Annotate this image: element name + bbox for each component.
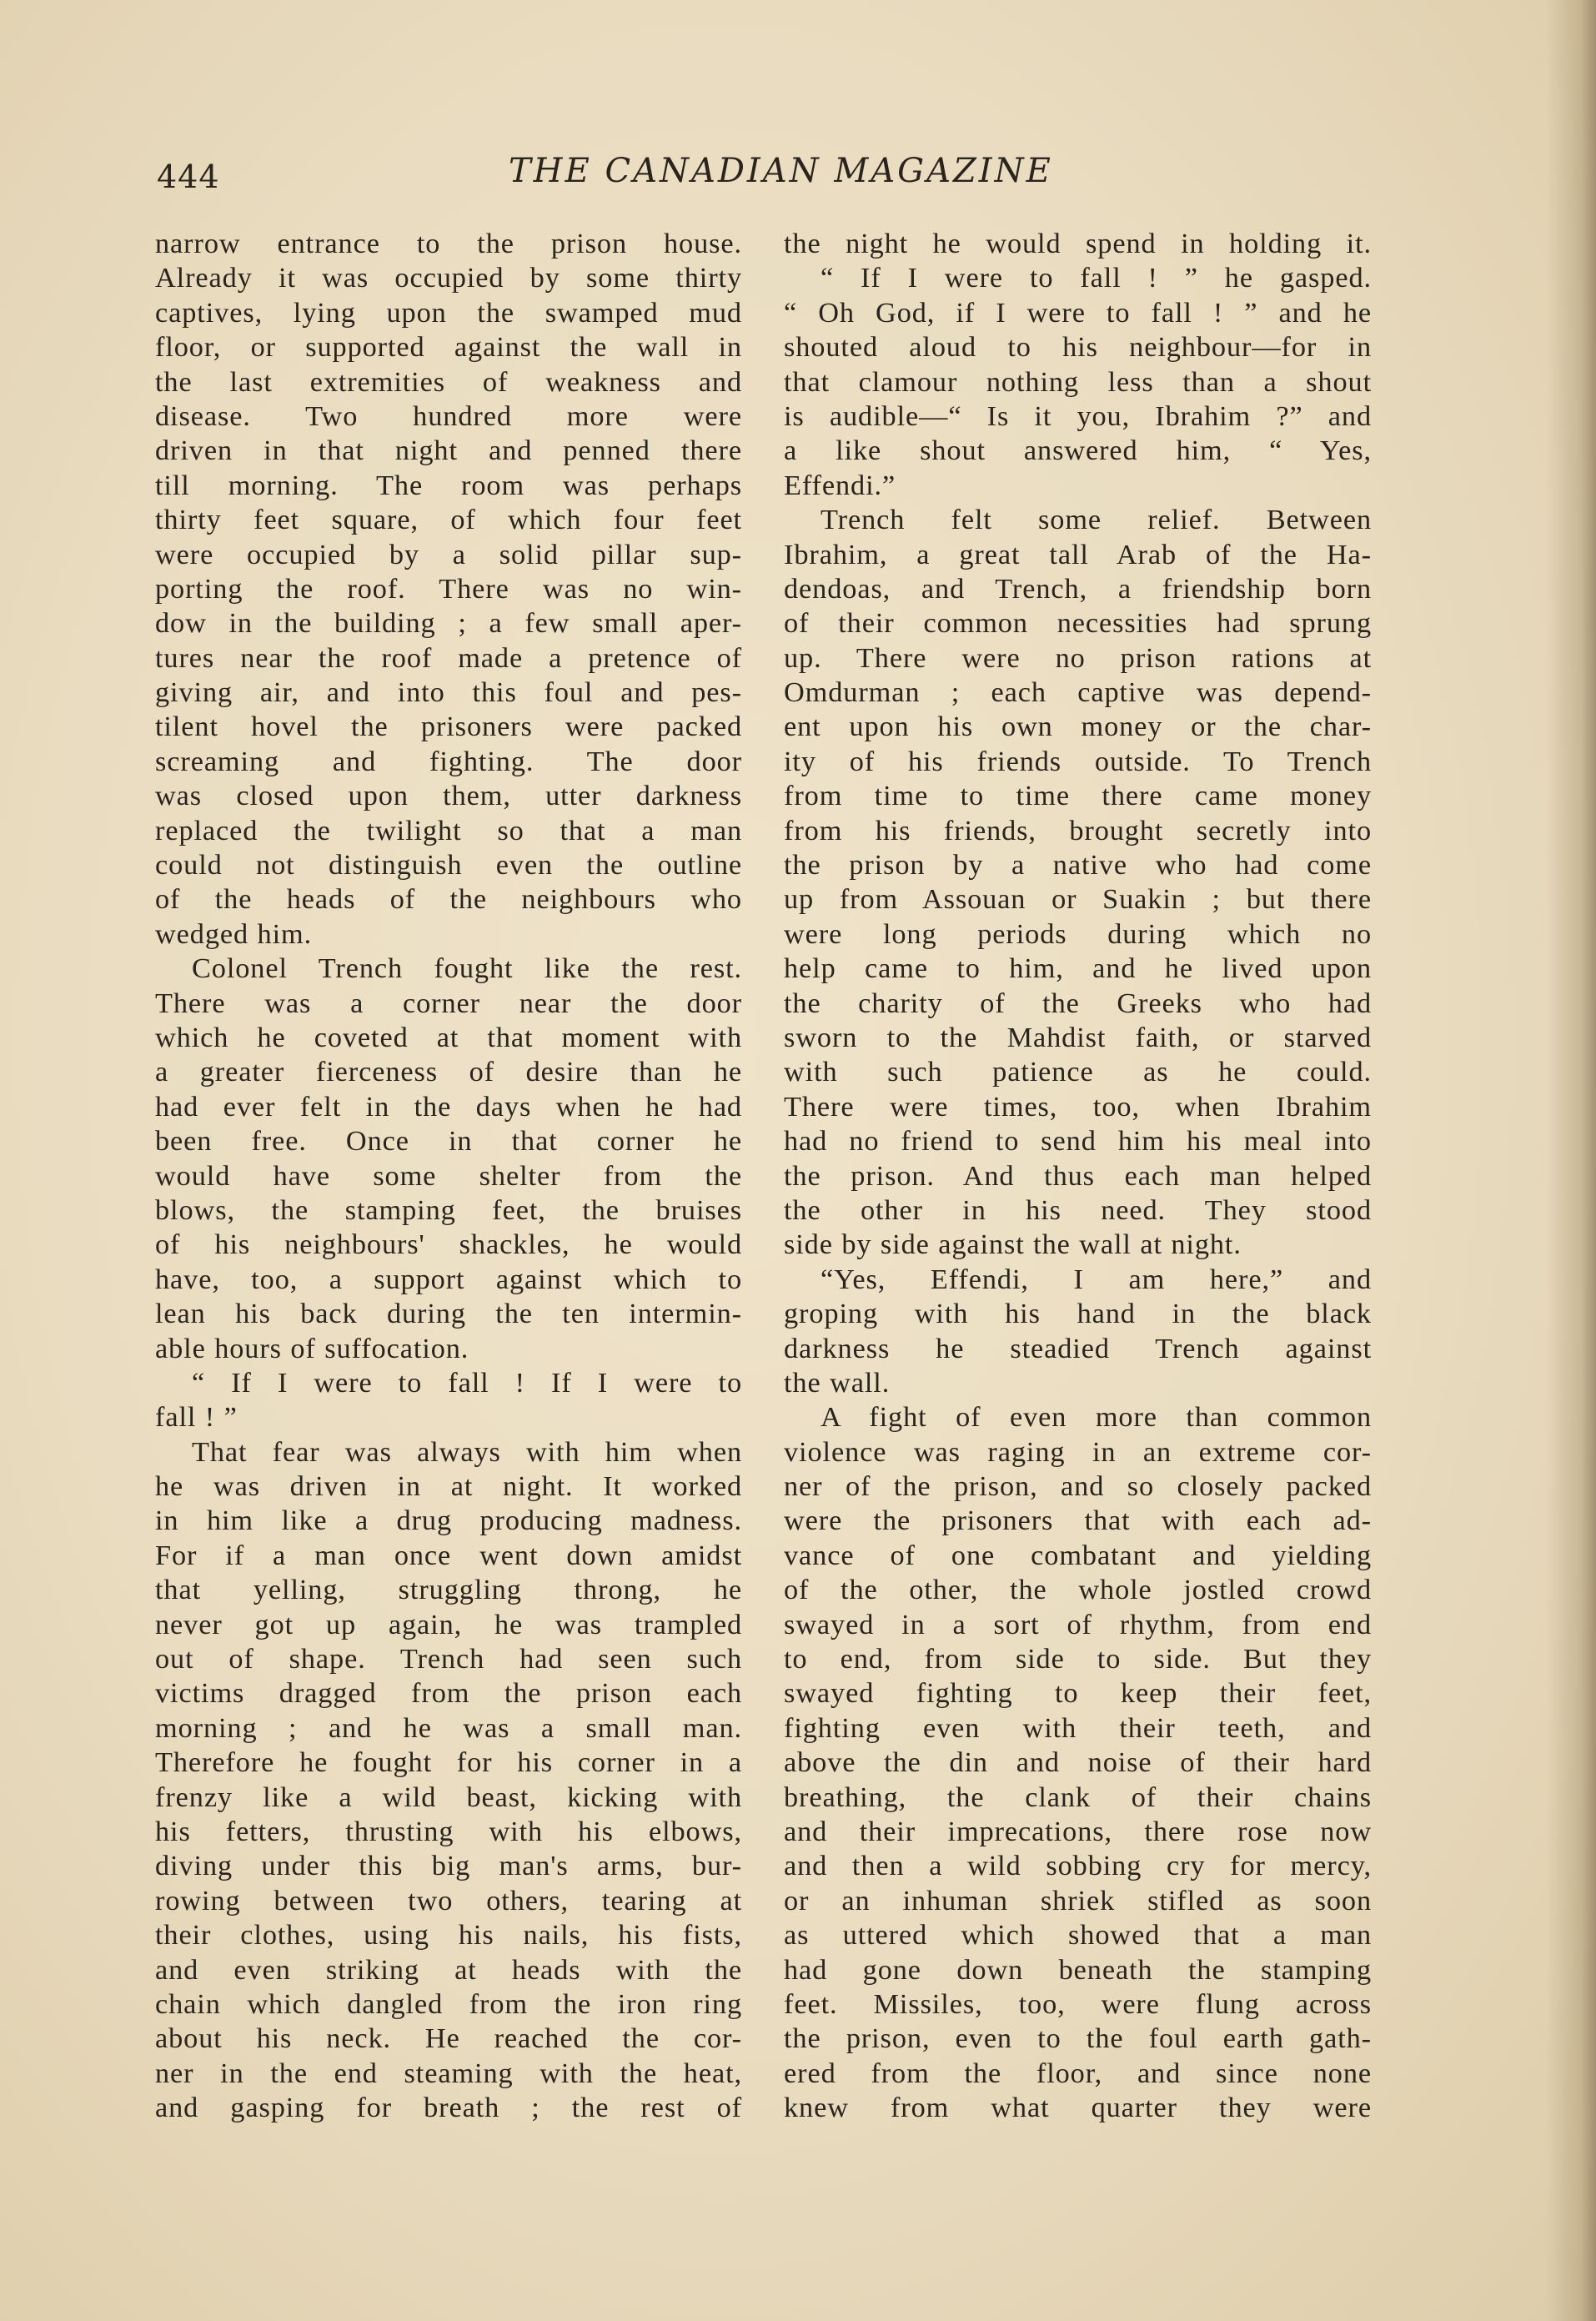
text-line: driven in that night and penned there <box>155 435 742 467</box>
text-line: fall ! ” <box>155 1401 238 1434</box>
text-line: from his friends, brought secretly into <box>784 814 1372 847</box>
text-line: as uttered which showed that a man <box>784 1919 1372 1952</box>
text-line: his fetters, thrusting with his elbows, <box>155 1815 742 1847</box>
text-line: groping with his hand in the black <box>784 1298 1372 1330</box>
text-line: which he coveted at that moment with <box>155 1021 742 1053</box>
text-line: ent upon his own money or the char- <box>784 711 1372 743</box>
text-line: had gone down beneath the stamping <box>784 1953 1372 1986</box>
text-line: a like shout answered him, “ Yes, <box>784 435 1372 467</box>
text-line: been free. Once in that corner he <box>155 1125 742 1158</box>
text-line: the other in his need. They stood <box>784 1193 1372 1226</box>
text-line: For if a man once went down amidst <box>155 1539 742 1571</box>
text-line: rowing between two others, tearing at <box>155 1884 742 1917</box>
text-line: knew from what quarter they were <box>784 2092 1372 2124</box>
text-line: with such patience as he could. <box>784 1056 1372 1088</box>
text-line: That fear was always with him when <box>192 1435 742 1468</box>
text-line: out of shape. Trench had seen such <box>155 1643 742 1675</box>
text-line: of their common necessities had sprung <box>784 607 1372 640</box>
text-line: the prison. And thus each man helped <box>784 1159 1372 1192</box>
text-line: lean his back during the ten intermin- <box>155 1298 742 1330</box>
text-line: would have some shelter from the <box>155 1159 742 1192</box>
text-line: violence was raging in an extreme cor- <box>784 1435 1372 1468</box>
text-line: till morning. The room was perhaps <box>155 469 742 501</box>
text-line: vance of one combatant and yielding <box>784 1539 1372 1571</box>
text-line: captives, lying upon the swamped mud <box>155 296 742 329</box>
text-line: narrow entrance to the prison house. <box>155 228 742 259</box>
text-line: he was driven in at night. It worked <box>155 1470 742 1503</box>
text-line: “Yes, Effendi, I am here,” and <box>821 1263 1372 1295</box>
text-line: replaced the twilight so that a man <box>155 814 742 847</box>
text-line: dow in the building ; a few small aper- <box>155 607 742 640</box>
text-line: Omdurman ; each captive was depend- <box>784 676 1372 709</box>
text-line: disease. Two hundred more were <box>155 399 742 432</box>
page-header <box>0 152 1596 202</box>
text-line: breathing, the clank of their chains <box>784 1781 1372 1813</box>
text-line: have, too, a support against which to <box>155 1263 742 1295</box>
text-line: that yelling, struggling throng, he <box>155 1574 742 1606</box>
text-line: A fight of even more than common <box>821 1401 1372 1434</box>
text-line: Colonel Trench fought like the rest. <box>192 952 742 985</box>
text-line: were the prisoners that with each ad- <box>784 1505 1372 1537</box>
text-line: Trench felt some relief. Between <box>821 504 1372 536</box>
text-line: of his neighbours' shackles, he would <box>155 1228 742 1261</box>
text-line: thirty feet square, of which four feet <box>155 504 742 536</box>
text-line: and then a wild sobbing cry for mercy, <box>784 1850 1372 1882</box>
text-line: Already it was occupied by some thirty <box>155 262 742 294</box>
text-line: or an inhuman shriek stifled as soon <box>784 1884 1372 1917</box>
text-line: the prison by a native who had come <box>784 849 1372 882</box>
text-line: were occupied by a solid pillar sup- <box>155 538 742 570</box>
text-line: their clothes, using his nails, his fists, <box>155 1919 742 1952</box>
text-line: up. There were no prison rations at <box>784 641 1372 674</box>
text-line: Ibrahim, a great tall Arab of the Ha- <box>784 538 1372 570</box>
text-line: about his neck. He reached the cor- <box>155 2022 742 2055</box>
text-line: the charity of the Greeks who had <box>784 987 1372 1019</box>
text-line: “ Oh God, if I were to fall ! ” and he <box>784 296 1372 329</box>
text-line: is audible—“ Is it you, Ibrahim ?” and <box>784 399 1372 432</box>
text-line: swayed fighting to keep their feet, <box>784 1677 1372 1710</box>
text-line: help came to him, and he lived upon <box>784 952 1372 985</box>
page-number: 444 <box>157 158 220 195</box>
text-line: swayed in a sort of rhythm, from end <box>784 1608 1372 1640</box>
text-line: could not distinguish even the outline <box>155 849 742 882</box>
text-line: that clamour nothing less than a shout <box>784 365 1372 398</box>
text-line: to end, from side to side. But they <box>784 1643 1372 1675</box>
running-head-title: THE CANADIAN MAGAZINE <box>509 152 1053 190</box>
text-line: above the din and noise of their hard <box>784 1746 1372 1779</box>
text-line: in him like a drug producing madness. <box>155 1505 742 1537</box>
text-line: up from Assouan or Suakin ; but there <box>784 883 1372 916</box>
text-line: morning ; and he was a small man. <box>155 1711 742 1744</box>
text-line: ity of his friends outside. To Trench <box>784 745 1372 777</box>
text-line: and their imprecations, there rose now <box>784 1815 1372 1847</box>
text-line: the last extremities of weakness and <box>155 365 742 398</box>
text-line: was closed upon them, utter darkness <box>155 780 742 812</box>
text-line: feet. Missiles, too, were flung across <box>784 1987 1372 2020</box>
text-line: victims dragged from the prison each <box>155 1677 742 1710</box>
text-line: never got up again, he was trampled <box>155 1608 742 1640</box>
text-line: blows, the stamping feet, the bruises <box>155 1193 742 1226</box>
text-line: dendoas, and Trench, a friendship born <box>784 572 1372 605</box>
text-line: wedged him. <box>155 917 313 950</box>
text-line: Effendi.” <box>784 469 896 501</box>
text-line: and even striking at heads with the <box>155 1953 742 1986</box>
text-line: had no friend to send him his meal into <box>784 1125 1372 1158</box>
text-line: ner of the prison, and so closely packed <box>784 1470 1372 1503</box>
text-line: frenzy like a wild beast, kicking with <box>155 1781 742 1813</box>
text-line: screaming and fighting. The door <box>155 745 742 777</box>
text-line: sworn to the Mahdist faith, or starved <box>784 1021 1372 1053</box>
text-line: of the other, the whole jostled crowd <box>784 1574 1372 1606</box>
text-line: porting the roof. There was no win- <box>155 572 742 605</box>
text-line: the night he would spend in holding it. <box>784 228 1372 259</box>
text-line: shouted aloud to his neighbour—for in <box>784 331 1372 364</box>
text-line: floor, or supported against the wall in <box>155 331 742 364</box>
text-line: had ever felt in the days when he had <box>155 1090 742 1123</box>
text-line: diving under this big man's arms, bur- <box>155 1850 742 1882</box>
left-text-column <box>155 227 742 2125</box>
text-line: There were times, too, when Ibrahim <box>784 1090 1372 1123</box>
text-line: were long periods during which no <box>784 917 1372 950</box>
text-line: “ If I were to fall ! ” he gasped. <box>821 262 1372 294</box>
text-line: tures near the roof made a pretence of <box>155 641 742 674</box>
text-line: tilent hovel the prisoners were packed <box>155 711 742 743</box>
text-line: the prison, even to the foul earth gath- <box>784 2022 1372 2055</box>
text-line: There was a corner near the door <box>155 987 742 1019</box>
text-line: ner in the end steaming with the heat, <box>155 2057 742 2089</box>
text-line: ered from the floor, and since none <box>784 2057 1372 2089</box>
page-edge-shadow <box>1546 0 1596 2321</box>
text-line: of the heads of the neighbours who <box>155 883 742 916</box>
text-line: and gasping for breath ; the rest of <box>155 2092 742 2124</box>
text-line: darkness he steadied Trench against <box>784 1332 1372 1364</box>
text-line: able hours of suffocation. <box>155 1332 469 1364</box>
text-line: the wall. <box>784 1366 891 1399</box>
text-line: fighting even with their teeth, and <box>784 1711 1372 1744</box>
text-line: Therefore he fought for his corner in a <box>155 1746 742 1779</box>
text-line: side by side against the wall at night. <box>784 1228 1242 1261</box>
text-line: giving air, and into this foul and pes- <box>155 676 742 709</box>
text-line: from time to time there came money <box>784 780 1372 812</box>
text-line: “ If I were to fall ! If I were to <box>192 1366 742 1399</box>
text-line: chain which dangled from the iron ring <box>155 1987 742 2020</box>
right-text-column <box>784 227 1372 2125</box>
text-line: a greater fierceness of desire than he <box>155 1056 742 1088</box>
